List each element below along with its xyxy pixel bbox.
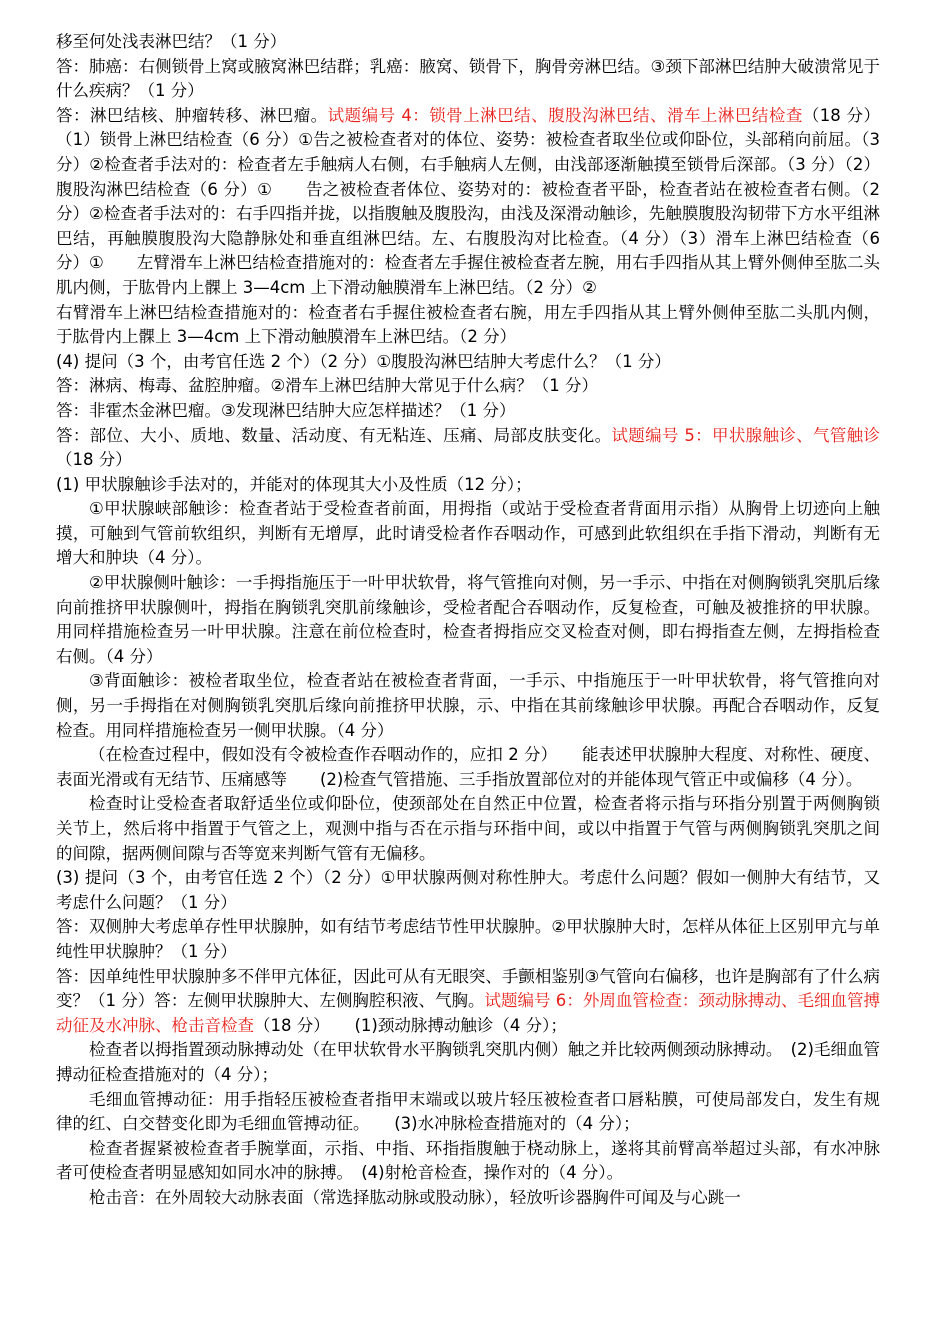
paragraph: [56, 1137, 880, 1186]
paragraph: [56, 1038, 880, 1087]
text-run: 右臂滑车上淋巴结检查措施对的：检查者右手握住被检查者右腕，用左手四指从其上臂外侧伸至肱二头肌内侧，于肱骨内上髁上 3—4cm 上下滑动触膜滑车上淋巴结。（2 分）: [56, 302, 880, 347]
text-run: 检查者以拇指置颈动脉搏动处（在甲状软骨水平胸锁乳突肌内侧）触之并比较两侧颈动脉搏动。 (2)毛细血管搏动征检查措施对的（4 分）；: [56, 1040, 880, 1084]
text-run: 枪击音：在外周较大动脉表面（常选择肱动脉或股动脉），轻放听诊器胸件可闻及与心跳一: [89, 1187, 741, 1207]
paragraph: [56, 301, 880, 350]
paragraph: [56, 1088, 880, 1137]
text-run: （在检查过程中，假如没有令被检查作吞咽动作的，应扣 2 分） 能表述甲状腺肿大程度、对称性、硬度、表面光滑或有无结节、压痛感等 (2)检查气管措施、三手指放置部位对的并能体现气管正中或偏移（4 分）。: [56, 745, 880, 789]
text-run: 答：双侧肿大考虑单存性甲状腺肿，如有结节考虑结节性甲状腺肿。②甲状腺肿大时，怎样从体征上区别甲亢与单纯性甲状腺肿？（1 分）: [56, 917, 880, 961]
paragraph: [56, 866, 880, 915]
paragraph: [56, 55, 880, 104]
text-run: ②甲状腺侧叶触诊：一手拇指施压于一叶甲状软骨，将气管推向对侧，另一手示、中指在对侧胸锁乳突肌后缘向前推挤甲状腺侧叶，拇指在胸锁乳突肌前缘触诊，受检者配合吞咽动作，反复检查，可触及被推挤的甲状腺。用同样措施检查另一叶甲状腺。注意在前位检查时，检查者拇指应交叉检查对侧，即右拇指查左侧，左拇指检查右侧。（4 分）: [56, 573, 880, 666]
paragraph: [56, 571, 880, 669]
paragraph: [56, 1186, 880, 1211]
paragraph: [56, 497, 880, 571]
text-run: 毛细血管搏动征：用手指轻压被检查者指甲末端或以玻片轻压被检查者口唇粘膜，可使局部发白，发生有规律的红、白交替变化即为毛细血管搏动征。 (3)水冲脉检查措施对的（4 分）；: [56, 1089, 880, 1134]
text-run: ③背面触诊：被检者取坐位，检查者站在被检查者背面，一手示、中指施压于一叶甲状软骨，将气管推向对侧，另一手拇指在对侧胸锁乳突肌后缘向前推挤甲状腺，示、中指在其前缘触诊甲状腺。再配合吞咽动作，反复检查。用同样措施检查另一侧甲状腺。（4 分）: [56, 671, 880, 740]
question-heading: 试题编号 5：甲状腺触诊、气管触诊: [611, 425, 881, 445]
text-run: （18 分）: [56, 450, 132, 470]
paragraph: [56, 473, 880, 498]
paragraph: [56, 30, 880, 55]
paragraph: [56, 104, 880, 301]
text-run: 答：肺癌：右侧锁骨上窝或腋窝淋巴结群；乳癌：腋窝、锁骨下，胸骨旁淋巴结。③颈下部淋巴结肿大破溃常见于什么疾病？（1 分）: [56, 56, 880, 101]
paragraph: [56, 743, 880, 792]
text-run: 答：部位、大小、质地、数量、活动度、有无粘连、压痛、局部皮肤变化。: [56, 425, 612, 445]
text-run: 检查者握紧被检查者手腕掌面，示指、中指、环指指腹触于桡动脉上，遂将其前臂高举超过头部，有水冲脉者可使检查者明显感知如同水冲的脉搏。 (4)射枪音检查，操作对的（4 分）。: [56, 1138, 880, 1183]
paragraph: [56, 792, 880, 866]
paragraph: [56, 965, 880, 1039]
text-run: (3) 提问（3 个，由考官任选 2 个）（2 分）①甲状腺两侧对称性肿大。考虑什么问题？假如一侧肿大有结节，又考虑什么问题？（1 分）: [56, 868, 880, 912]
text-run: (1) 甲状腺触诊手法对的，并能对的体现其大小及性质（12 分）；: [56, 474, 532, 494]
paragraph: [56, 669, 880, 743]
text-run: 检查时让受检查者取舒适坐位或仰卧位，使颈部处在自然正中位置，检查者将示指与环指分别置于两侧胸锁关节上，然后将中指置于气管之上，观测中指与否在示指与环指中间，或以中指置于气管与两侧胸锁乳突肌之间的间隙，据两侧间隙与否等宽来判断气管有无偏移。: [56, 794, 880, 863]
text-run: （18 分） (1)颈动脉搏动触诊（4 分）；: [254, 1015, 567, 1035]
text-run: 答：因单纯性甲状腺肿多不伴甲亢体征，因此可从有无眼突、手颤相鉴别③气管向右偏移，也许是胸部有了什么病变？（1 分）答：左侧甲状腺肿大、左侧胸腔积液、气胸。: [56, 966, 880, 1011]
question-heading: 试题编号 6：外周血管检查：颈动脉搏动、毛细血管搏动征及水冲脉、枪击音检查: [56, 991, 880, 1035]
text-run: ①甲状腺峡部触诊：检查者站于受检查者前面，用拇指（或站于受检查者背面用示指）从胸骨上切迹向上触摸，可触到气管前软组织，判断有无增厚，此时请受检者作吞咽动作，可感到此软组织在手指下滑动，判断有无增大和肿块（4 分）。: [56, 499, 880, 568]
text-run: 答：淋病、梅毒、盆腔肿瘤。②滑车上淋巴结肿大常见于什么病？（1 分）: [56, 376, 599, 396]
text-run: （18 分）（1）锁骨上淋巴结检查（6 分）①告之被检查者对的体位、姿势：被检查者取坐位或仰卧位，头部稍向前屈。（3 分）②检查者手法对的：检查者左手触病人右侧，右手触病人左侧，由浅部逐渐触摸至锁骨后深部。（3 分）（2）腹股沟淋巴结检查（6 分）① 告之被检查者体位、姿势对的：被检查者平卧，检查者站在被检查者右侧。（2 分）②检查者手法对的：右手四指并拢，以指腹触及腹股沟，由浅及深滑动触诊，先触膜腹股沟韧带下方水平组淋巴结，再触膜腹股沟大隐静脉处和垂直组淋巴结。左、右腹股沟对比检查。（4 分）（3）滑车上淋巴结检查（6 分）① 左臂滑车上淋巴结检查措施对的：检查者左手握住被检查者左腕，用右手四指从其上臂外侧伸至肱二头肌内侧，于肱骨内上髁上 3—4cm 上下滑动触膜滑车上淋巴结。（2 分）②: [56, 105, 880, 297]
paragraph: [56, 424, 880, 473]
text-run: 移至何处浅表淋巴结？（1 分）: [56, 32, 287, 51]
paragraph: [56, 399, 880, 424]
text-run: 答：淋巴结核、肿瘤转移、淋巴瘤。: [56, 105, 328, 125]
text-run: 答：非霍杰金淋巴瘤。③发现淋巴结肿大应怎样描述？（1 分）: [56, 400, 516, 420]
question-heading: 试题编号 4：锁骨上淋巴结、腹股沟淋巴结、滑车上淋巴结检查: [327, 105, 803, 125]
paragraph: [56, 374, 880, 399]
paragraph: [56, 915, 880, 964]
text-run: (4) 提问（3 个，由考官任选 2 个）（2 分）①腹股沟淋巴结肿大考虑什么？（1 分）: [56, 351, 671, 371]
paragraph: [56, 350, 880, 375]
